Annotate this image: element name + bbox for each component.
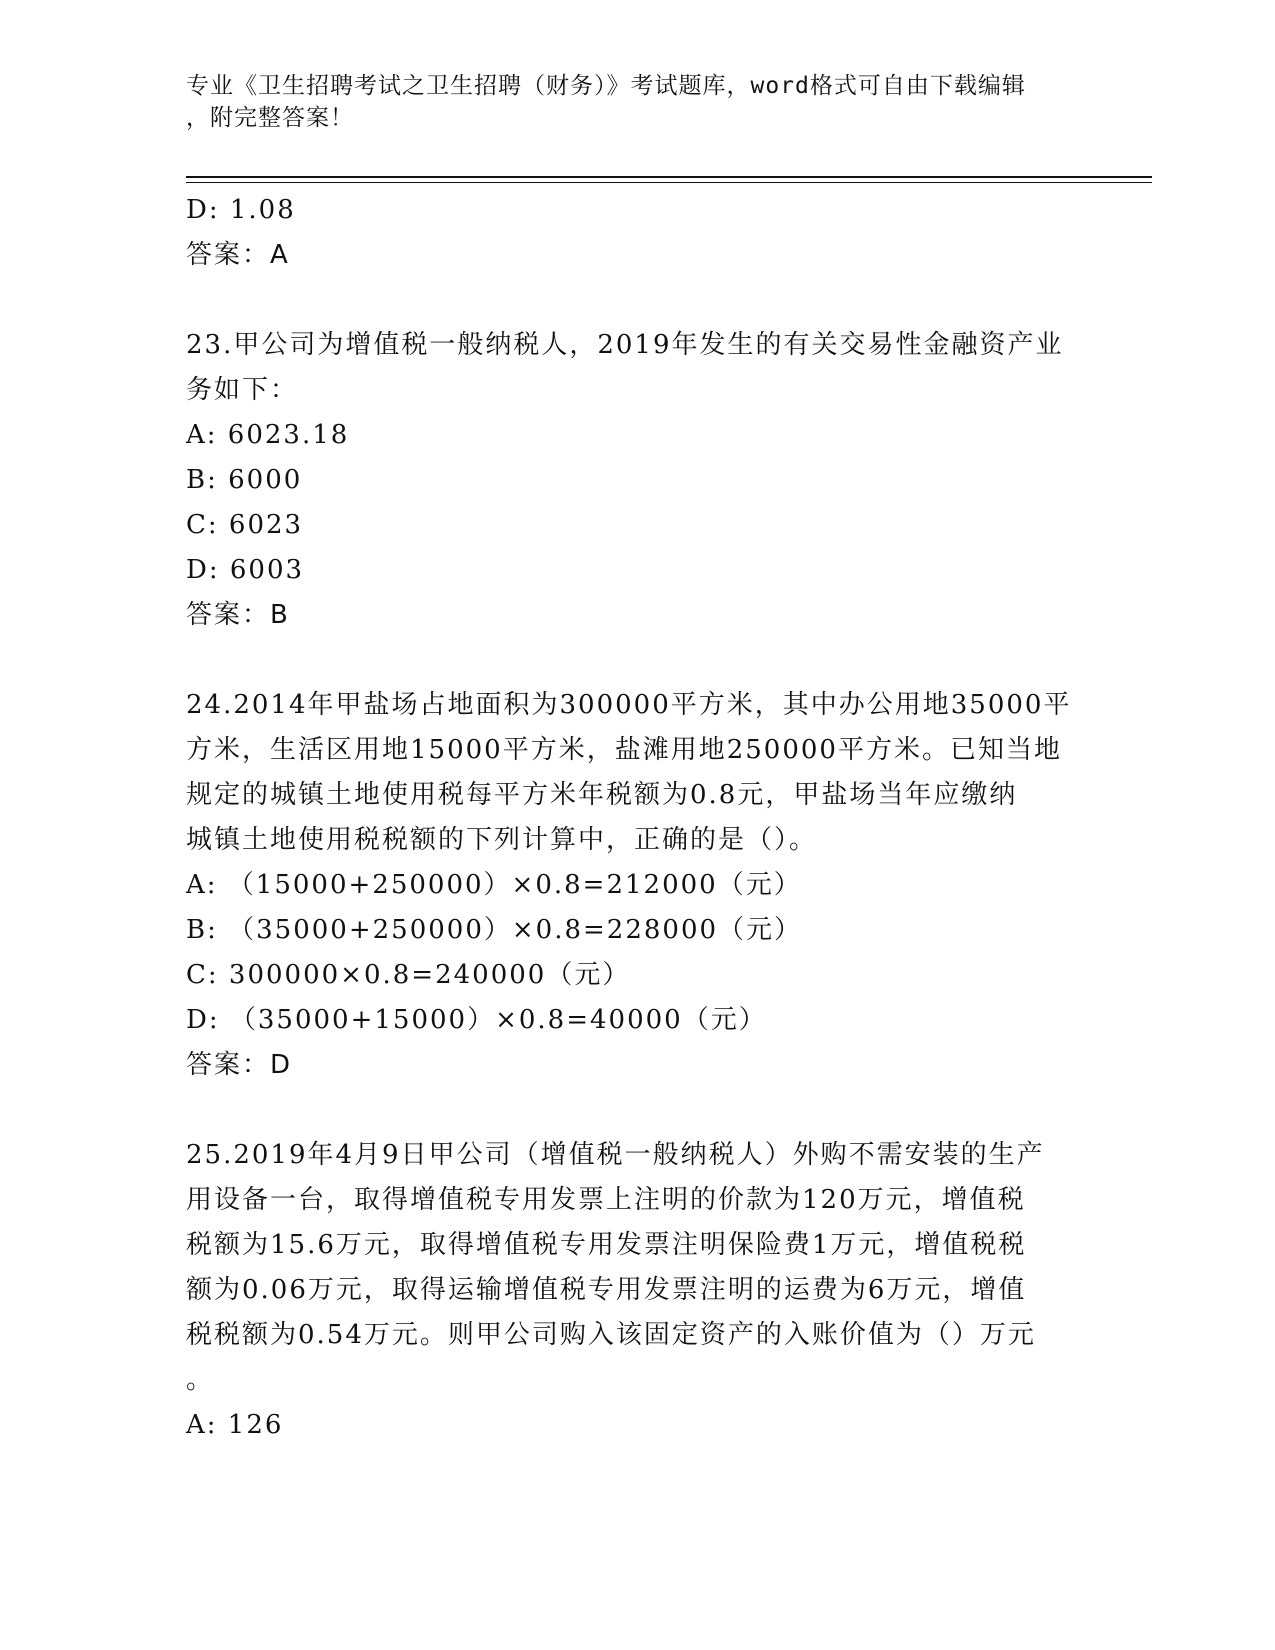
question-text-line: 规定的城镇土地使用税每平方米年税额为0.8元，甲盐场当年应缴纳 [186,780,1018,810]
answer-line: 答案：A [186,240,290,270]
question-25 [186,1133,1066,1448]
option-a: A: 126 [186,1410,284,1440]
question-text-line: 。 [186,1365,215,1395]
question-text-line: 城镇土地使用税税额的下列计算中，正确的是（）。 [186,825,818,855]
question-24 [186,683,1072,1088]
option-d: D: 6003 [186,555,305,585]
option-c: C: 300000×0.8=240000（元） [186,960,631,990]
question-text-line: 24.2014年甲盐场占地面积为300000平方米，其中办公用地35000平 [186,690,1072,720]
prev-question [186,188,1066,278]
option-b: B: 6000 [186,465,303,495]
question-text-line: 用设备一台，取得增值税专用发票上注明的价款为120万元，增值税 [186,1185,1026,1215]
header-rule-thick [186,176,1152,178]
header-line-2: ，附完整答案！ [186,105,354,131]
option-a: A: 6023.18 [186,420,350,450]
document-body [186,188,1072,1448]
answer-line: 答案：D [186,1050,293,1080]
question-text-line: 方米，生活区用地15000平方米，盐滩用地250000平方米。已知当地 [186,735,1062,765]
document-header [186,70,1066,134]
question-text-line: 额为0.06万元，取得运输增值税专用发票注明的运费为6万元，增值 [186,1275,1027,1305]
question-23 [186,323,1066,638]
answer-line: 答案：B [186,600,290,630]
question-text-line: 务如下： [186,375,299,405]
option-d: D: （35000+15000）×0.8=40000（元） [186,1005,767,1035]
header-line-1: 专业《卫生招聘考试之卫生招聘（财务）》考试题库，word格式可自由下载编辑 [186,73,1026,99]
question-text-line: 23.甲公司为增值税一般纳税人，2019年发生的有关交易性金融资产业 [186,330,1064,360]
question-text-line: 税税额为0.54万元。则甲公司购入该固定资产的入账价值为（）万元 [186,1320,1036,1350]
header-rule-thin [186,182,1152,183]
option-b: B: （35000+250000）×0.8=228000（元） [186,915,803,945]
question-text-line: 税额为15.6万元，取得增值税专用发票注明保险费1万元，增值税税 [186,1230,1027,1260]
option-a: A: （15000+250000）×0.8=212000（元） [186,870,802,900]
option-d: D: 1.08 [186,195,296,225]
option-c: C: 6023 [186,510,304,540]
question-text-line: 25.2019年4月9日甲公司（增值税一般纳税人）外购不需安装的生产 [186,1140,1045,1170]
